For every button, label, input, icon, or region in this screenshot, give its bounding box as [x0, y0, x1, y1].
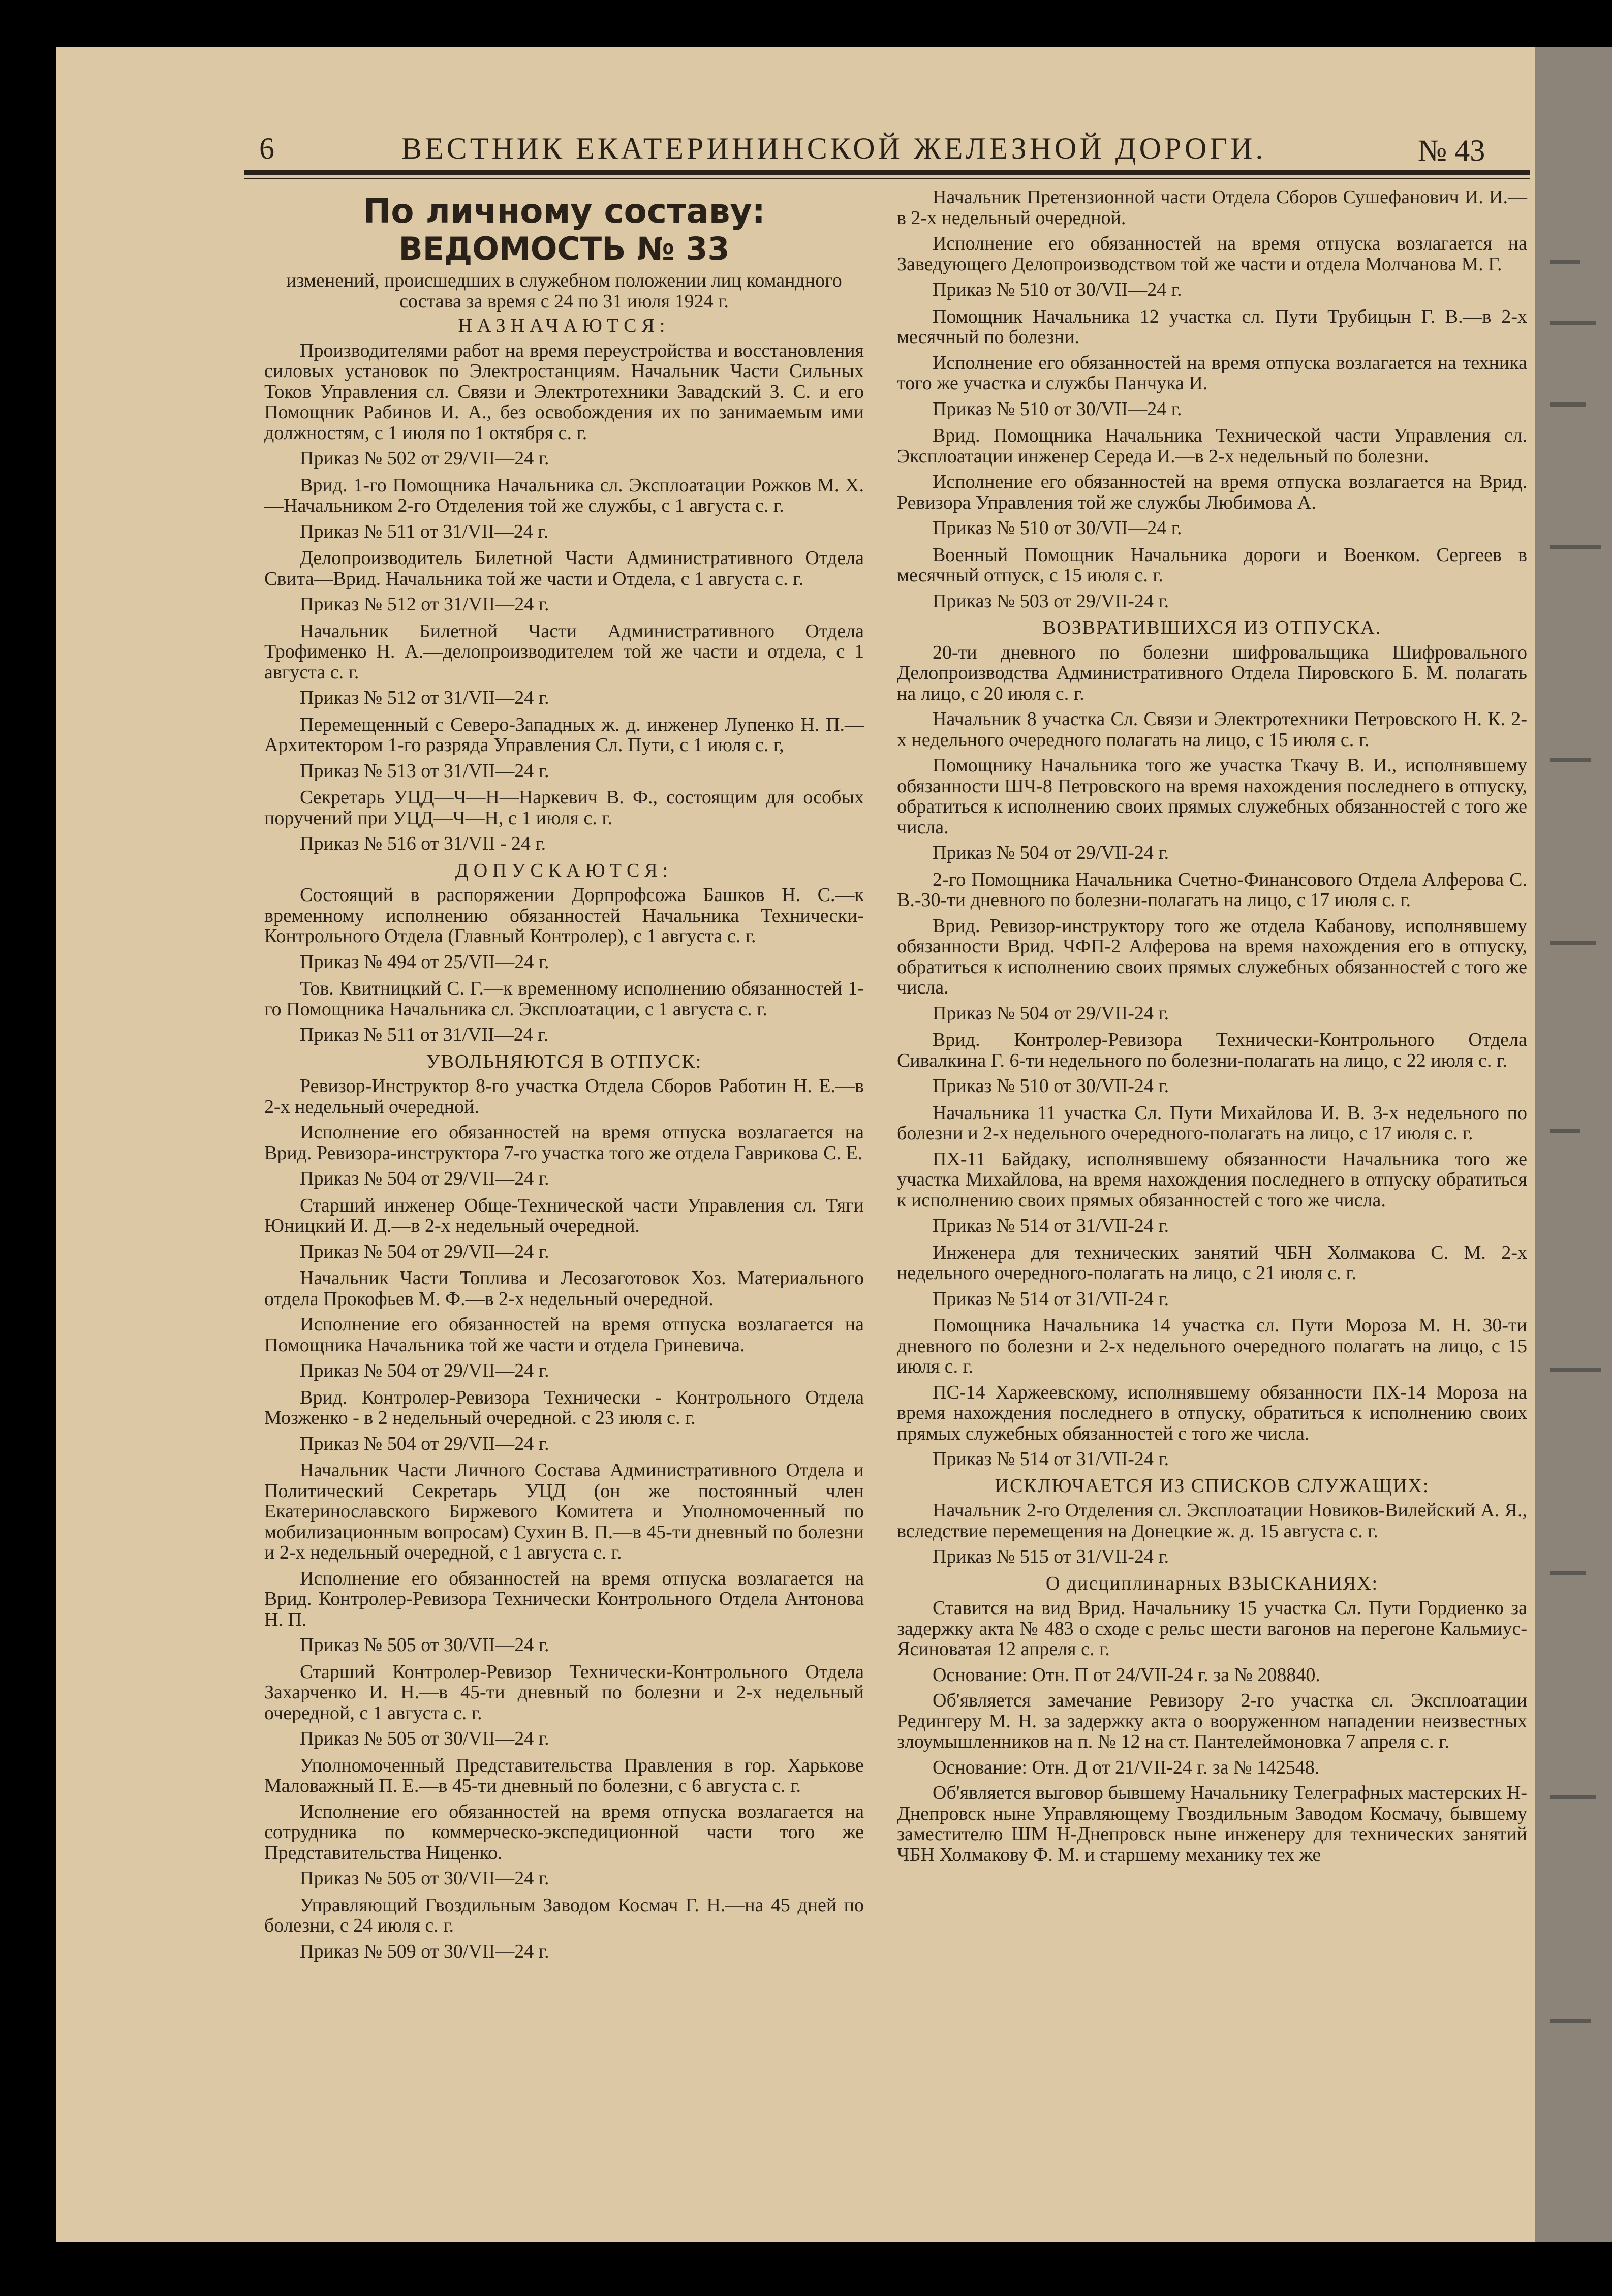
entry: Начальник Билетной Части Административного Отдела Трофименко Н. А.—делопроизводителем той же части и отдела, с 1 августа с. г.	[264, 620, 864, 683]
section-leave: УВОЛЬНЯЮТСЯ В ОТПУСК:	[426, 1050, 702, 1072]
entry: Врид. 1-го Помощника Начальника сл. Эксплоатации Рожков М. Х.—Начальником 2-го Отделения той же службы, с 1 августа с. г.	[264, 474, 864, 516]
order-ref: Приказ № 510 от 30/VII—24 г.	[933, 398, 1182, 420]
entry: 20-ти дневного по болезни шифровальщика Шифровального Делопроизводства Административного Отдела Пировского Б. М. полагать на лицо, с 20 июля с. г.	[897, 641, 1527, 704]
entry: Начальника 11 участка Сл. Пути Михайлова И. В. 3-х недельного по болезни и 2-х недельного очередного-полагать на лицо, с 17 июля с. г.	[897, 1102, 1527, 1144]
document-title: ВЕДОМОСТЬ № 33	[398, 230, 730, 267]
left-column	[264, 187, 864, 1968]
order-ref: Приказ № 503 от 29/VII-24 г.	[933, 590, 1169, 612]
entry: Начальник Претензионной части Отдела Сборов Сушефанович И. И.—в 2-х недельный очередной.	[897, 187, 1527, 229]
entry: Уполномоченный Представительства Правления в гор. Харькове Маловажный П. Е.—в 45-ти дневный по болезни, с 6 августа с. г.	[264, 1754, 864, 1796]
order-ref: Приказ № 511 от 31/VII—24 г.	[300, 1024, 549, 1045]
order-ref: Приказ № 505 от 30/VII—24 г.	[300, 1728, 549, 1749]
order-ref: Приказ № 512 от 31/VII—24 г.	[300, 594, 549, 615]
order-ref: Приказ № 509 от 30/VII—24 г.	[300, 1940, 549, 1962]
entry: Исполнение его обязанностей на время отпуска возлагается на Врид. Ревизора Управления той же службы Любимова А.	[897, 471, 1527, 513]
entry: Исполнение его обязанностей на время отпуска возлагается на Врид. Контролер-Ревизора Технически Контрольного Отдела Антонова Н. П.	[264, 1567, 864, 1630]
entry: Военный Помощник Начальника дороги и Военком. Сергеев в месячный отпуск, с 15 июля с. г.	[897, 544, 1527, 586]
entry: Врид. Контролер-Ревизора Технически - Контрольного Отдела Мозженко - в 2 недельный очередной. с 23 июля с. г.	[264, 1386, 864, 1429]
adjacent-page-edge	[1535, 47, 1612, 2242]
order-ref: Приказ № 504 от 29/VII—24 г.	[300, 1168, 549, 1189]
order-ref: Приказ № 504 от 29/VII—24 г.	[300, 1360, 549, 1381]
entry: ПС-14 Харжеевскому, исполнявшему обязанности ПХ-14 Мороза на время нахождения последнего в отпуску, обратиться к исполнению своих прямых служебных обязанностей с того же числа.	[897, 1381, 1527, 1444]
order-ref: Приказ № 514 от 31/VII-24 г.	[933, 1448, 1169, 1470]
order-ref: Приказ № 515 от 31/VII-24 г.	[933, 1546, 1169, 1567]
entry: Об'является замечание Ревизору 2-го участка сл. Эксплоатации Редингеру М. Н. за задержку акта о вооруженном нападении неизвестных злоумышленников на п. № 12 на ст. Пантелеймоновка 7 апреля с. г.	[897, 1690, 1527, 1752]
right-column	[897, 187, 1527, 1870]
order-ref: Приказ № 513 от 31/VII—24 г.	[300, 760, 549, 782]
entry: 2-го Помощника Начальника Счетно-Финансового Отдела Алферова С. В.-30-ти дневного по болезни-полагать на лицо, с 17 июля с. г.	[897, 868, 1527, 911]
order-ref: Приказ № 494 от 25/VII—24 г.	[300, 951, 549, 973]
intro-text: изменений, происшедших в служебном положении лиц командного состава за время с 24 по 31 июля 1924 г.	[286, 270, 842, 312]
entry: Секретарь УЦД—Ч—Н—Наркевич В. Ф., состоящим для особых поручений при УЦД—Ч—Н, с 1 июля с. г.	[264, 787, 864, 829]
entry: Исполнение его обязанностей на время отпуска возлагается на Врид. Ревизора-инструктора 7-го участка того же отдела Гаврикова С. Е.	[264, 1122, 864, 1164]
entry: Об'является выговор бывшему Начальнику Телеграфных мастерских Н-Днепровск ныне Управляющему Гвоздильным Заводом Космачу, бывшему заместителю ШМ Н-Днепровск ныне инженеру для технических занятий ЧБН Холмакову Ф. М. и старшему механику тех же	[897, 1782, 1527, 1866]
section-heading: По личному составу:	[363, 192, 765, 231]
entry: Начальник 8 участка Сл. Связи и Электротехники Петровского Н. К. 2-х недельного очередного полагать на лицо, с 15 июля с. г.	[897, 708, 1527, 751]
order-ref: Приказ № 504 от 29/VII—24 г.	[300, 1433, 549, 1454]
newspaper-title: ВЕСТНИК ЕКАТЕРИНИНСКОЙ ЖЕЛЕЗНОЙ ДОРОГИ.	[401, 132, 1266, 165]
order-ref: Приказ № 514 от 31/VII-24 г.	[933, 1288, 1169, 1310]
order-ref: Приказ № 504 от 29/VII—24 г.	[300, 1240, 549, 1262]
order-ref: Приказ № 511 от 31/VII—24 г.	[300, 520, 549, 542]
issue-number: № 43	[1418, 134, 1485, 167]
entry: Помощника Начальника 14 участка сл. Пути Мороза М. Н. 30-ти дневного по болезни и 2-х недельного очередного полагать на лицо, с 15 июля с. г.	[897, 1315, 1527, 1377]
entry: Врид. Контролер-Ревизора Технически-Контрольного Отдела Сивалкина Г. 6-ти недельного по болезни-полагать на лицо, с 22 июля с. г.	[897, 1029, 1527, 1071]
entry: Начальник Части Топлива и Лесозаготовок Хоз. Материального отдела Прокофьев М. Ф.—в 2-х недельный очередной.	[264, 1267, 864, 1310]
order-ref: Приказ № 504 от 29/VII-24 г.	[933, 1002, 1169, 1024]
order-ref: Приказ № 512 от 31/VII—24 г.	[300, 687, 549, 708]
entry: Врид. Помощника Начальника Технической части Управления сл. Эксплоатации инженер Середа И.—в 2-х недельный по болезни.	[897, 425, 1527, 467]
header-rule-thin	[244, 178, 1530, 179]
entry: Помощнику Начальника того же участка Ткачу В. И., исполнявшему обязанности ШЧ-8 Петровского на время нахождения последнего в отпуску, обратиться к исполнению своих прямых служебных обязанностей с того же числа.	[897, 755, 1527, 838]
header-rule	[244, 170, 1530, 175]
order-ref: Приказ № 505 от 30/VII—24 г.	[300, 1868, 549, 1889]
section-appointments: НАЗНАЧАЮТСЯ:	[458, 315, 670, 336]
entry: Делопроизводитель Билетной Части Административного Отдела Свита—Врид. Начальника той же части и Отдела, с 1 августа с. г.	[264, 547, 864, 589]
entry: Исполнение его обязанностей на время отпуска возлагается на Заведующего Делопроизводством той же части и отдела Молчанова М. Г.	[897, 233, 1527, 275]
section-disciplinary: О дисциплинарных ВЗЫСКАНИЯХ:	[1045, 1572, 1379, 1594]
order-ref: Приказ № 504 от 29/VII-24 г.	[933, 842, 1169, 863]
entry: Начальник 2-го Отделения сл. Эксплоатации Новиков-Вилейский А. Я., вследствие перемещения на Донецкие ж. д. 15 августа с. г.	[897, 1500, 1527, 1542]
section-excluded: ИСКЛЮЧАЕТСЯ ИЗ СПИСКОВ СЛУЖАЩИХ:	[995, 1475, 1430, 1497]
order-ref: Приказ № 510 от 30/VII—24 г.	[933, 517, 1182, 539]
section-returned: ВОЗВРАТИВШИХСЯ ИЗ ОТПУСКА.	[1042, 617, 1382, 638]
order-ref: Приказ № 516 от 31/VII - 24 г.	[300, 833, 546, 854]
order-ref: Приказ № 502 от 29/VII—24 г.	[300, 448, 549, 469]
entry: Исполнение его обязанностей на время отпуска возлагается на Помощника Начальника той же части и отдела Гриневича.	[264, 1314, 864, 1356]
entry: Старший Контролер-Ревизор Технически-Контрольного Отдела Захарченко И. Н.—в 45-ти дневный по болезни и 2-х недельный очередной, с 1 августа с. г.	[264, 1661, 864, 1724]
entry: Врид. Ревизор-инструктору того же отдела Кабанову, исполнявшему обязанности Врид. ЧФП-2 Алферова на время нахождения его в отпуску, обратиться к исполнению своих прямых служебных обязанностей с того же числа.	[897, 915, 1527, 998]
order-ref: Приказ № 505 от 30/VII—24 г.	[300, 1634, 549, 1656]
page-number: 6	[259, 132, 274, 165]
entry: ПХ-11 Байдаку, исполнявшему обязанности Начальника того же участка Михайлова, на время нахождения последнего в отпуску обратиться к исполнению своих прямых обязанностей с того же числа.	[897, 1148, 1527, 1211]
entry: Состоящий в распоряжении Дорпрофсожа Башков Н. С.—к временному исполнению обязанностей Начальника Технически-Контрольного Отдела (Главный Контролер), с 1 августа с. г.	[264, 884, 864, 947]
entry: Основание: Отн. Д от 21/VII-24 г. за № 142548.	[933, 1756, 1320, 1778]
order-ref: Приказ № 510 от 30/VII—24 г.	[933, 279, 1182, 300]
entry: Ревизор-Инструктор 8-го участка Отдела Сборов Работин Н. Е.—в 2-х недельный очередной.	[264, 1075, 864, 1118]
entry: Исполнение его обязанностей на время отпуска возлагается на сотрудника по коммерческо-экспедиционной части того же Представительства Ниценко.	[264, 1801, 864, 1864]
entry: Помощник Начальника 12 участка сл. Пути Трубицын Г. В.—в 2-х месячный по болезни.	[897, 305, 1527, 348]
entry: Старший инженер Обще-Технической части Управления сл. Тяги Юницкий И. Д.—в 2-х недельный очередной.	[264, 1194, 864, 1236]
entry: Производителями работ на время переустройства и восстановления силовых установок по Электростанциям. Начальник Части Сильных Токов Управления сл. Связи и Электротехники Завадский З. С. и его Помощник Рабинов И. А., без освобождения их по занимаемым ими должностям, с 1 июля по 1 октября с. г.	[264, 339, 864, 444]
entry: Управляющий Гвоздильным Заводом Космач Г. Н.—на 45 дней по болезни, с 24 июля с. г.	[264, 1894, 864, 1936]
entry: Тов. Квитницкий С. Г.—к временному исполнению обязанностей 1-го Помощника Начальника сл. Эксплоатации, с 1 августа с. г.	[264, 978, 864, 1020]
order-ref: Приказ № 514 от 31/VII-24 г.	[933, 1215, 1169, 1236]
entry: Исполнение его обязанностей на время отпуска возлагается на техника того же участка и службы Панчука И.	[897, 352, 1527, 394]
entry: Перемещенный с Северо-Западных ж. д. инженер Лупенко Н. П.—Архитектором 1-го разряда Управления Сл. Пути, с 1 июля с. г,	[264, 713, 864, 756]
entry: Начальник Части Личного Состава Административного Отдела и Политический Секретарь УЦД (он же постоянный член Екатеринославского Биржевого Комитета и Уполномоченный по мобилизационным вопросам) Сухин В. П.—в 45-ти дневный по болезни и 2-х недельный очередной, с 1 августа с. г.	[264, 1460, 864, 1563]
order-ref: Приказ № 510 от 30/VII-24 г.	[933, 1075, 1169, 1097]
entry: Ставится на вид Врид. Начальнику 15 участка Сл. Пути Гордиенко за задержку акта № 483 о сходе с рельс шести вагонов на перегоне Кальмиус-Ясиноватая 12 апреля с. г.	[897, 1597, 1527, 1660]
entry: Инженера для технических занятий ЧБН Холмакова С. М. 2-х недельного очередного-полагать на лицо, с 21 июля с. г.	[897, 1242, 1527, 1284]
entry: Основание: Отн. П от 24/VII-24 г. за № 208840.	[933, 1664, 1320, 1686]
section-admitted: ДОПУСКАЮТСЯ:	[455, 859, 673, 881]
